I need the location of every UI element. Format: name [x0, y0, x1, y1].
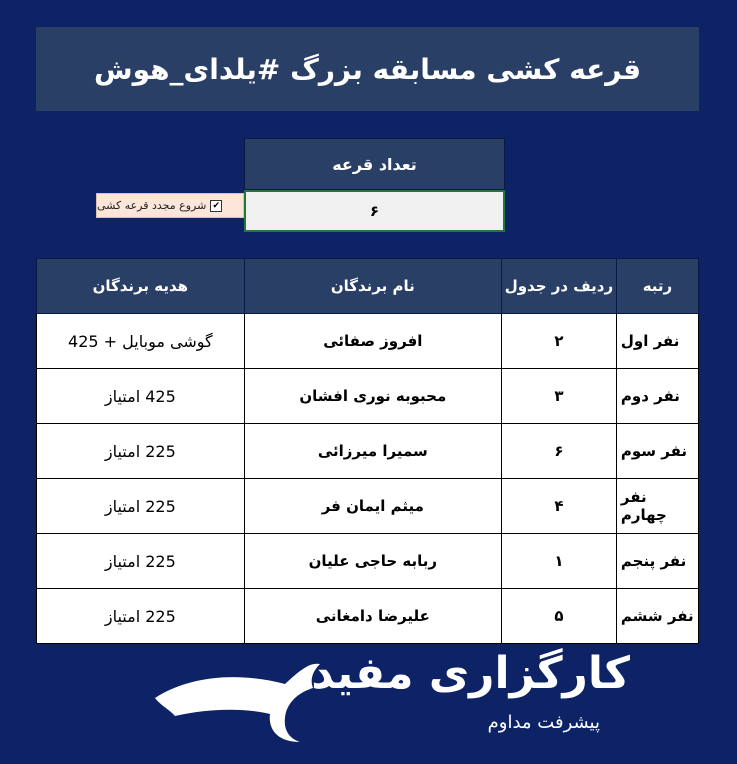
row-number-cell[interactable]: ۳	[501, 369, 616, 424]
winner-name-cell[interactable]: افروز صفائی	[244, 314, 501, 369]
prize-cell[interactable]: 225 امتیاز	[37, 424, 245, 479]
page-title: قرعه کشی مسابقه بزرگ #یلدای_هوش	[36, 27, 699, 111]
restart-draw-label: شروع مجدد قرعه کشی	[97, 199, 207, 212]
table-header-row	[37, 259, 699, 314]
draw-count-label: تعداد قرعه	[244, 138, 505, 190]
winners-table	[36, 258, 699, 644]
table-row	[37, 589, 699, 644]
draw-count-box	[244, 138, 505, 232]
draw-count-cell[interactable]: ۶	[244, 190, 505, 232]
table-row	[37, 314, 699, 369]
rank-cell[interactable]: نفر دوم	[616, 369, 698, 424]
winner-name-cell[interactable]: سمیرا میرزائی	[244, 424, 501, 479]
brand-slogan: پیشرفت مداوم	[487, 712, 600, 733]
header-row-number: ردیف در جدول	[501, 259, 616, 314]
table-row	[37, 479, 699, 534]
table-row	[37, 534, 699, 589]
winner-name-cell[interactable]: ربابه حاجی علیان	[244, 534, 501, 589]
checkbox-check-icon[interactable]: ✔	[210, 200, 222, 212]
prize-cell[interactable]: 225 امتیاز	[37, 534, 245, 589]
prize-cell[interactable]: 425 امتیاز	[37, 369, 245, 424]
header-rank: رتبه	[616, 259, 698, 314]
rank-cell[interactable]: نفر سوم	[616, 424, 698, 479]
row-number-cell[interactable]: ۱	[501, 534, 616, 589]
rank-cell[interactable]: نفر چهارم	[616, 479, 698, 534]
prize-cell[interactable]: گوشی موبایل + 425	[37, 314, 245, 369]
header-prize: هدیه برندگان	[37, 259, 245, 314]
rank-cell[interactable]: نفر پنجم	[616, 534, 698, 589]
winner-name-cell[interactable]: علیرضا دامغانی	[244, 589, 501, 644]
brand-name: کارگزاری مفید	[311, 648, 630, 699]
prize-cell[interactable]: 225 امتیاز	[37, 589, 245, 644]
winner-name-cell[interactable]: محبوبه نوری افشان	[244, 369, 501, 424]
row-number-cell[interactable]: ۲	[501, 314, 616, 369]
table-row	[37, 369, 699, 424]
prize-cell[interactable]: 225 امتیاز	[37, 479, 245, 534]
row-number-cell[interactable]: ۶	[501, 424, 616, 479]
header-winner-name: نام برندگان	[244, 259, 501, 314]
table-row	[37, 424, 699, 479]
row-number-cell[interactable]: ۴	[501, 479, 616, 534]
rank-cell[interactable]: نفر اول	[616, 314, 698, 369]
winner-name-cell[interactable]: میثم ایمان فر	[244, 479, 501, 534]
row-number-cell[interactable]: ۵	[501, 589, 616, 644]
restart-draw-checkbox[interactable]	[96, 193, 244, 218]
rank-cell[interactable]: نفر ششم	[616, 589, 698, 644]
